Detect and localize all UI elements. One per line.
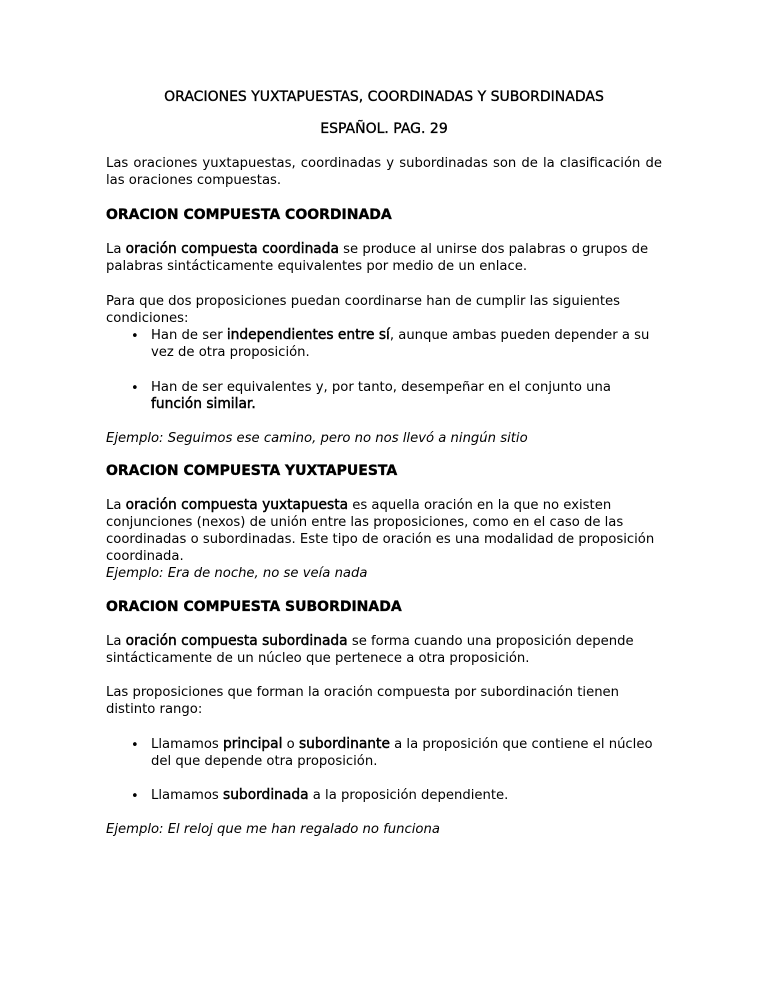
subordinada-example: Ejemplo: El reloj que me han regalado no funciona — [106, 822, 440, 837]
subordinada-rank-1 — [151, 736, 663, 770]
coordinada-condition-2 — [151, 379, 663, 413]
text-run: , aunque ambas pueden depender a su vez de otra proposición. — [151, 328, 650, 360]
document-subtitle: ESPAÑOL. PAG. 29 — [320, 121, 448, 137]
intro-text: Las oraciones yuxtapuestas, coordinadas y subordinadas son de la clasificación de las oraciones compuestas. — [106, 156, 662, 188]
text-run: Llamamos — [151, 788, 223, 803]
text-run: a la proposición que contiene el núcleo del que depende otra proposición. — [151, 737, 653, 769]
text-run: La — [106, 634, 126, 649]
text-run: Llamamos — [151, 737, 223, 752]
bullet-icon: • — [131, 381, 139, 396]
bullet-icon: • — [131, 738, 139, 753]
coordinada-conditions-intro: Para que dos proposiciones puedan coordinarse han de cumplir las siguientes condiciones: — [106, 294, 621, 326]
coordinada-example: Ejemplo: Seguimos ese camino, pero no nos llevó a ningún sitio — [106, 431, 528, 446]
text-run: La — [106, 242, 126, 257]
text-run: se forma cuando una proposición depende sintácticamente de un núcleo que pertenece a otra proposición. — [106, 634, 634, 666]
bold-term: principal — [223, 736, 283, 752]
text-run: se produce al unirse dos palabras o grupos de palabras sintácticamente equivalentes por medio de un enlace. — [106, 242, 649, 274]
coordinada-condition-1 — [151, 327, 663, 361]
bullet-icon: • — [131, 789, 139, 804]
bold-term: subordinada — [223, 787, 309, 803]
document-title: ORACIONES YUXTAPUESTAS, COORDINADAS Y SUBORDINADAS — [164, 89, 604, 105]
heading-coordinada: ORACION COMPUESTA COORDINADA — [106, 207, 392, 223]
coordinada-definition — [106, 241, 662, 275]
subordinada-definition — [106, 633, 662, 667]
subordinada-rank-2 — [151, 787, 663, 804]
bullet-icon: • — [131, 329, 139, 344]
heading-subordinada: ORACION COMPUESTA SUBORDINADA — [106, 599, 402, 615]
text-run: Han de ser — [151, 328, 227, 343]
bold-term: oración compuesta yuxtapuesta — [125, 497, 349, 513]
bold-term: oración compuesta subordinada — [125, 633, 348, 649]
text-run: La — [106, 498, 126, 513]
intro-paragraph — [106, 155, 662, 189]
yuxtapuesta-definition — [106, 497, 662, 565]
text-run: Han de ser equivalentes y, por tanto, desempeñar en el conjunto una — [151, 380, 611, 395]
yuxtapuesta-example: Ejemplo: Era de noche, no se veía nada — [106, 566, 368, 581]
bold-term: oración compuesta coordinada — [125, 241, 339, 257]
text-run: o — [282, 737, 299, 752]
heading-yuxtapuesta: ORACION COMPUESTA YUXTAPUESTA — [106, 463, 398, 479]
text-run: es aquella oración en la que no existen conjunciones (nexos) de unión entre las proposiciones, como en el caso de las coordinadas o subordinadas. Este tipo de oración es una modalidad de proposición coordinada. — [106, 498, 655, 564]
bold-term: independientes entre sí — [226, 327, 390, 343]
text-run: a la proposición dependiente. — [308, 788, 509, 803]
subordinada-rank-intro: Las proposiciones que forman la oración compuesta por subordinación tienen distinto rango: — [106, 685, 620, 717]
bold-term: función similar. — [151, 396, 256, 412]
bold-term: subordinante — [298, 736, 390, 752]
